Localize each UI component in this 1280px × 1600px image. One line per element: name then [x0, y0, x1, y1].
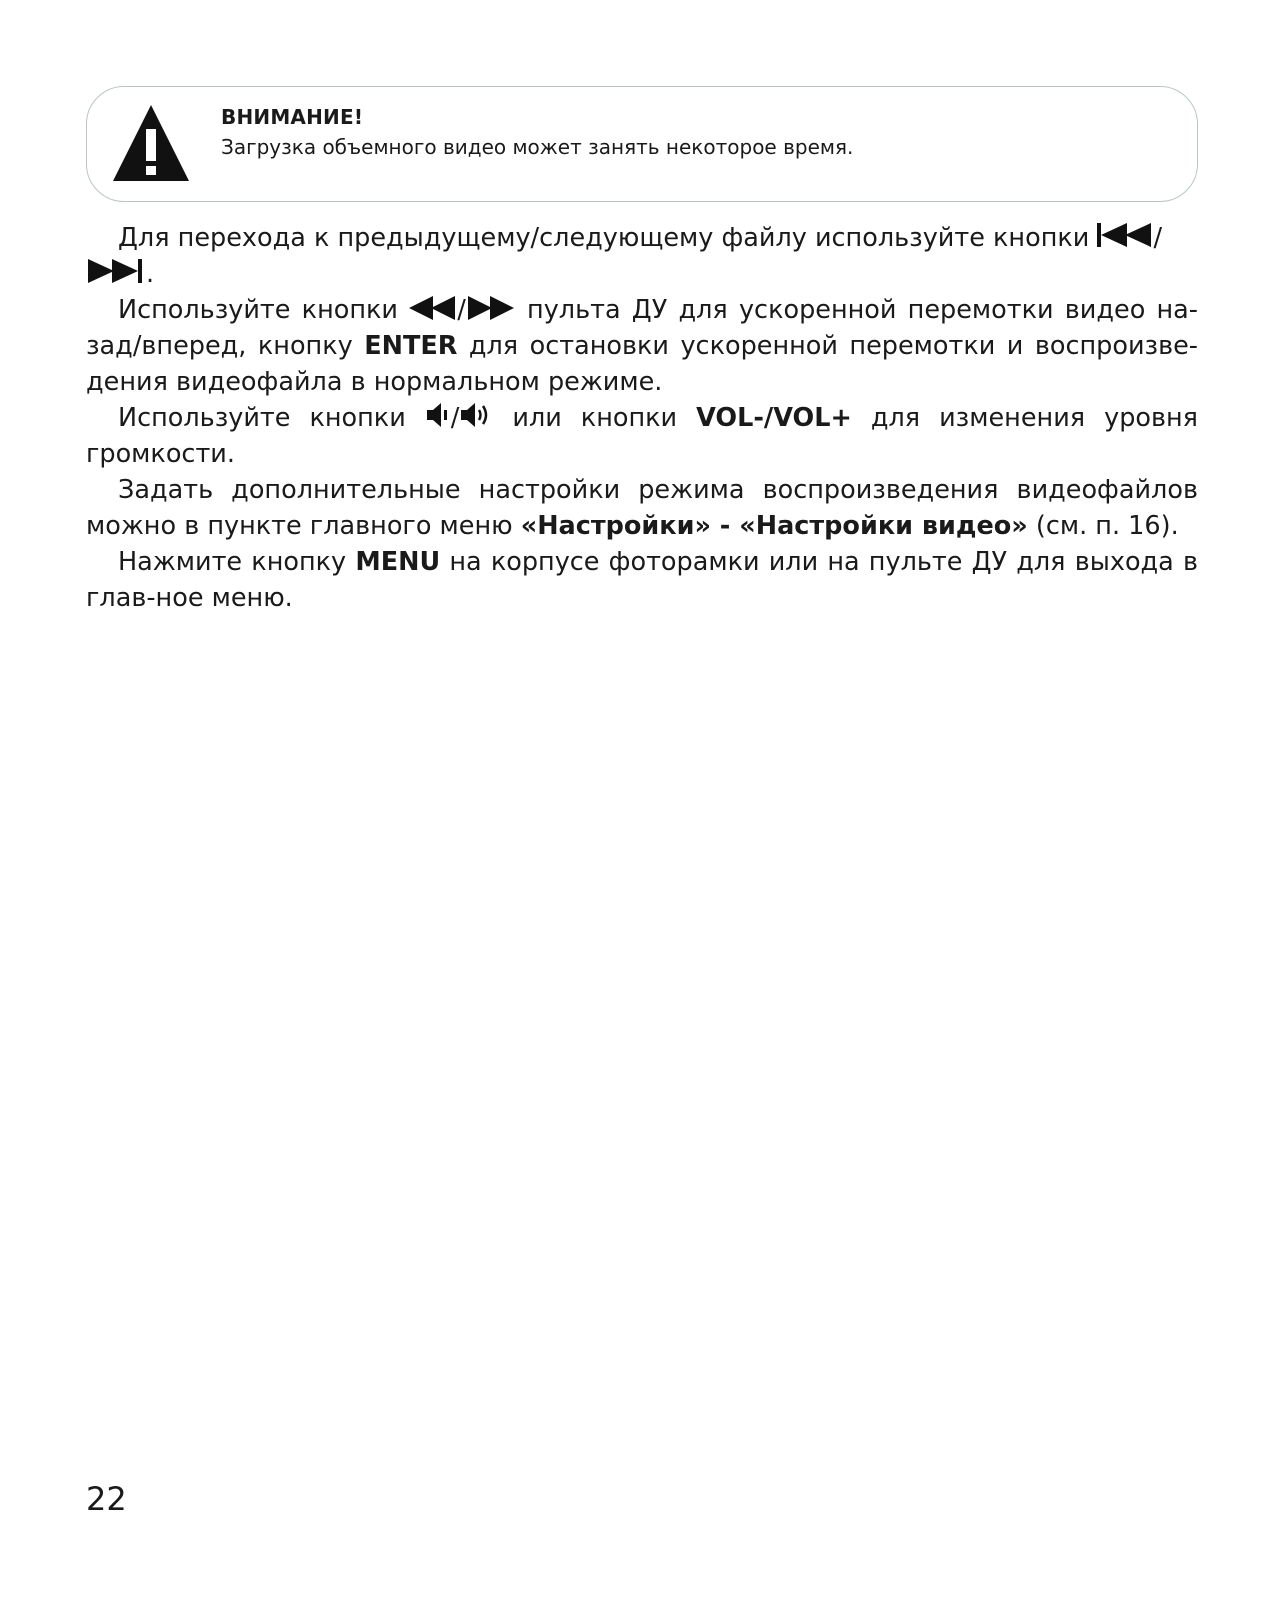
separator: / — [1153, 223, 1163, 253]
prev-track-icon — [1097, 222, 1153, 248]
text: Для перехода к предыдущему/следующему файлу используйте кнопки — [118, 223, 1090, 253]
text: Нажмите кнопку — [118, 547, 347, 577]
page-number: 22 — [86, 1480, 127, 1518]
volume-down-icon — [425, 402, 451, 428]
menu-button-name: MENU — [355, 547, 441, 577]
text: (см. п. 16). — [1035, 511, 1179, 541]
text: Задать дополнительные настройки режима воспроизведения видеофайлов можно в пункте главного меню — [86, 475, 1198, 541]
next-track-icon — [86, 258, 146, 284]
text: пульта ДУ для ускоренной перемотки видео на-зад/вперед, кнопку — [86, 295, 1199, 361]
warning-notice — [86, 86, 1198, 202]
volume-up-icon — [459, 402, 493, 428]
warning-icon — [111, 103, 191, 183]
menu-path: «Настройки» - «Настройки видео» — [520, 511, 1028, 541]
text: . — [146, 259, 155, 289]
paragraph-volume — [86, 400, 1198, 472]
paragraph-menu — [86, 544, 1198, 616]
text: или кнопки — [512, 403, 678, 433]
text: Используйте кнопки — [118, 403, 406, 433]
paragraph-fast-rewind — [86, 292, 1198, 400]
enter-button-name: ENTER — [364, 331, 458, 361]
fast-forward-icon — [466, 296, 516, 320]
notice-text: Загрузка объемного видео может занять некоторое время. — [221, 135, 854, 159]
text: на корпусе фоторамки или на пульте ДУ для выхода в глав-ное меню. — [86, 547, 1199, 613]
separator: / — [450, 403, 460, 433]
separator: / — [457, 295, 466, 325]
text: для остановки ускоренной перемотки и воспроизве-дения видеофайла в нормальном режиме. — [86, 331, 1198, 397]
paragraph-settings — [86, 472, 1198, 544]
text: для изменения уровня громкости. — [86, 403, 1199, 469]
text: Используйте кнопки — [118, 295, 398, 325]
paragraph-track-navigation — [86, 220, 1198, 292]
rewind-icon — [409, 296, 457, 320]
vol-button-name: VOL-/VOL+ — [696, 403, 852, 433]
notice-title: ВНИМАНИЕ! — [221, 105, 364, 129]
body-text — [86, 220, 1198, 616]
